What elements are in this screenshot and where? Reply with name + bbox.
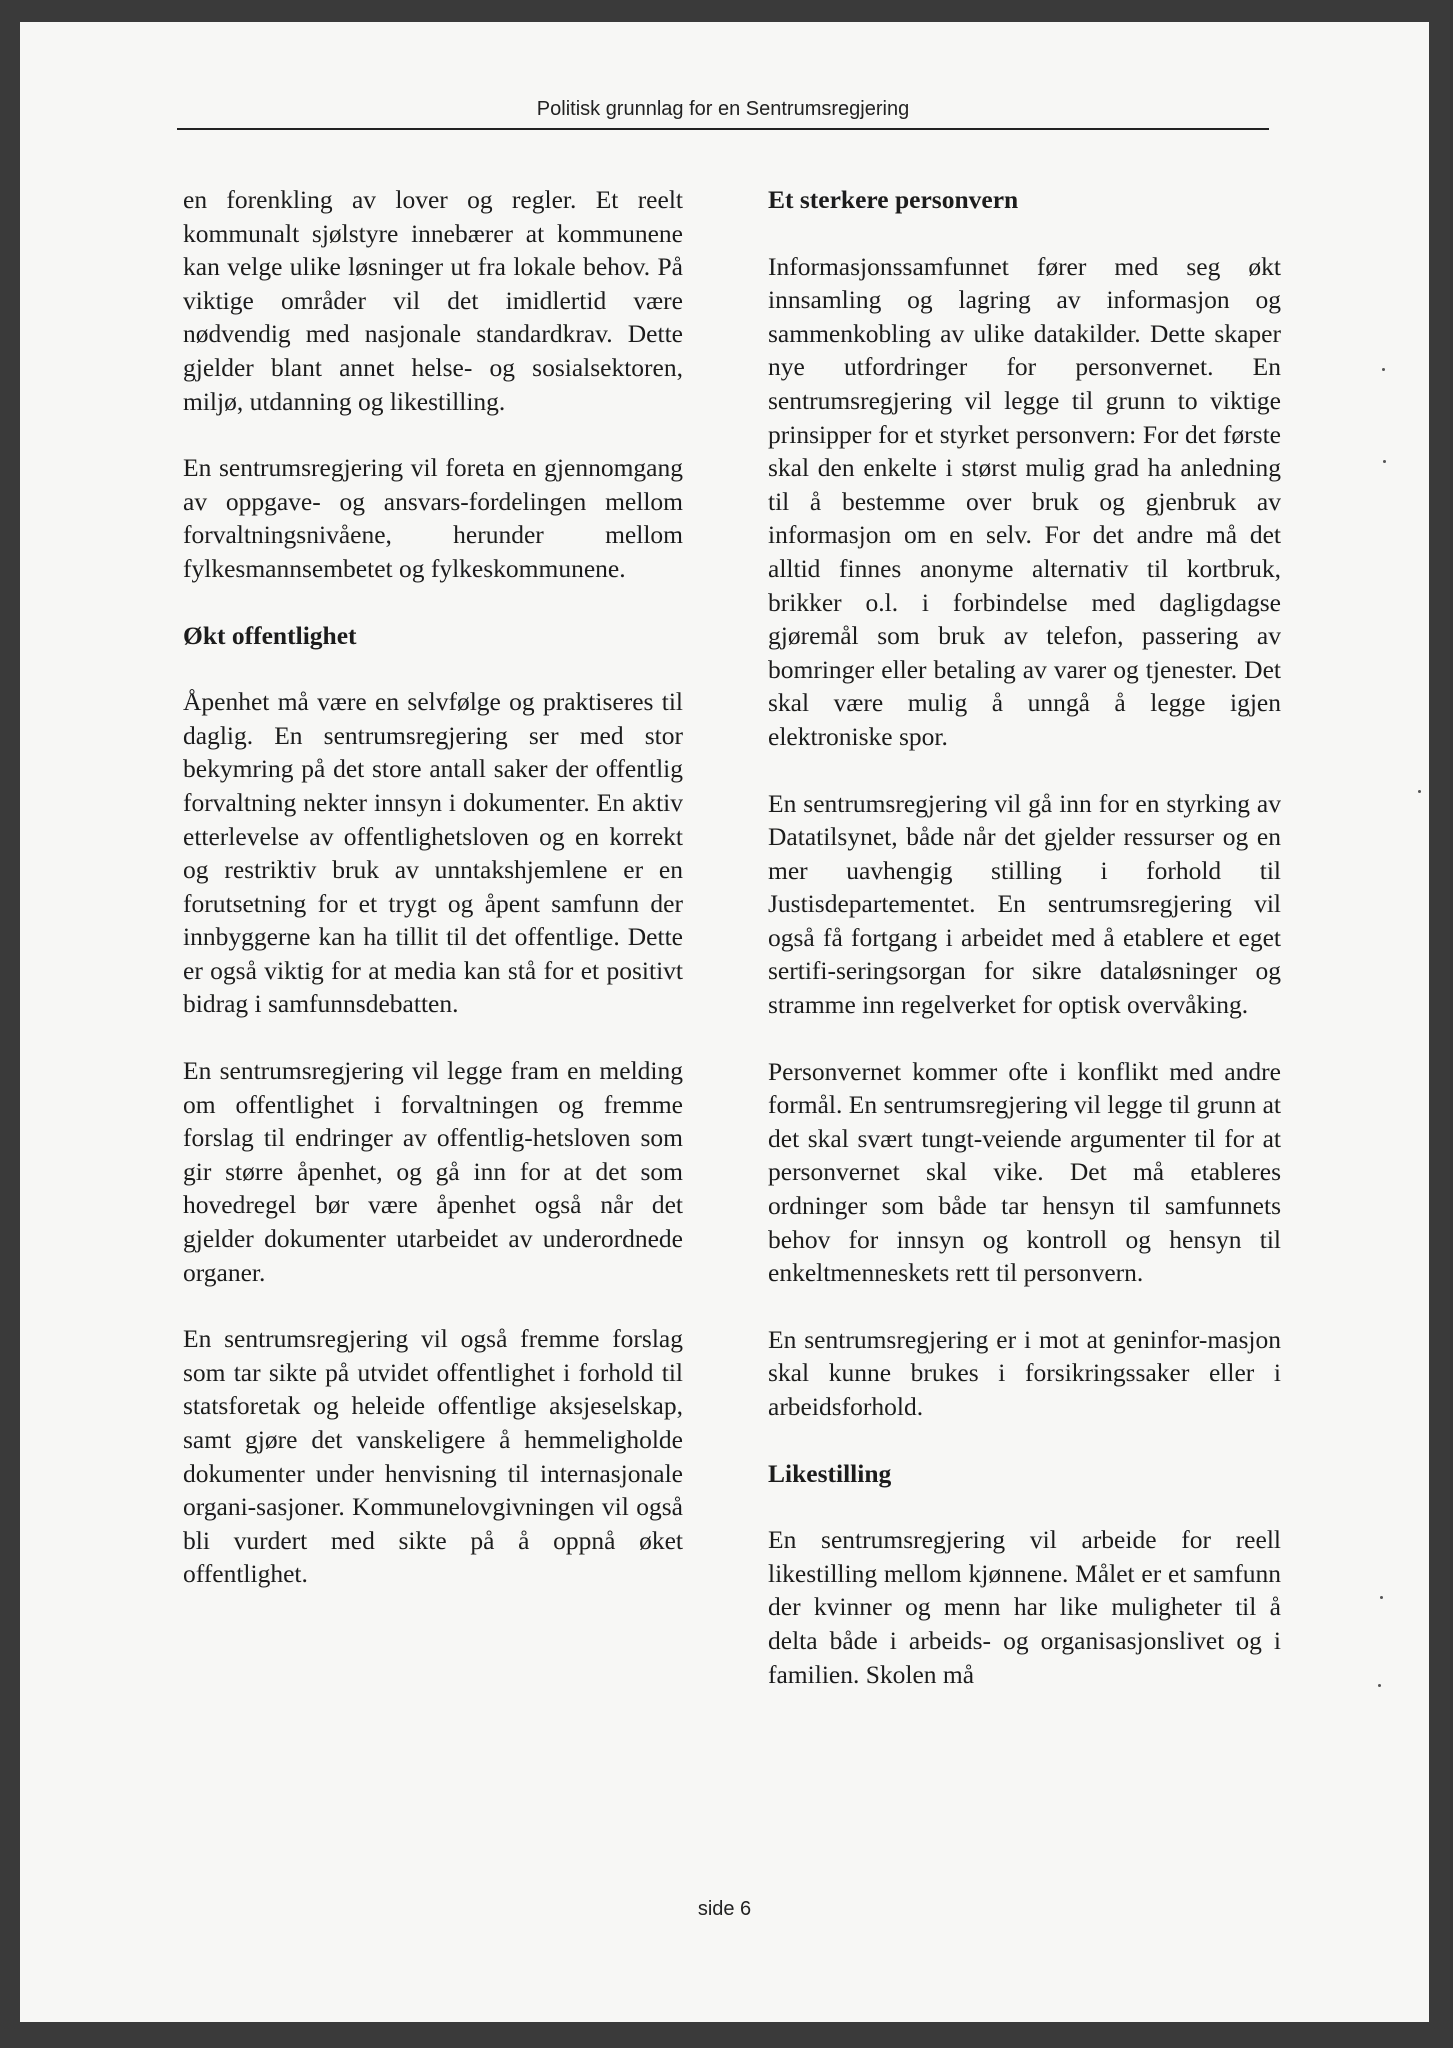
body-paragraph: En sentrumsregjering vil gå inn for en styrking av Datatilsynet, både når det gjelder ressurser og en mer uavhengig stilling i forhold til Justisdepartementet. En sentrumsregjering vil også få fortgang i arbeidet med å etablere et eget sertifi-seringsorgan for sikre dataløsninger og stramme inn regelverket for optisk overvåking. xyxy=(768,788,1281,1020)
scan-speck xyxy=(1418,790,1421,793)
section-heading: Likestilling xyxy=(768,1458,892,1488)
section-heading: Et sterkere personvern xyxy=(768,185,1019,214)
document-page xyxy=(20,22,1429,2022)
scan-speck xyxy=(1380,1596,1383,1599)
left-column xyxy=(183,183,683,1624)
body-paragraph: En sentrumsregjering vil legge fram en melding om offentlighet i forvaltningen og fremme forslag til endringer av offentlig-hetsloven som gir større åpenhet, og gå inn for at det som hovedregel bør være åpenhet også når det gjelder dokumenter utarbeidet av underordnede organer. xyxy=(183,1056,683,1287)
page-number: side 6 xyxy=(697,1898,752,1920)
scan-speck xyxy=(1378,1684,1381,1687)
right-column xyxy=(768,183,1281,1724)
body-paragraph: En sentrumsregjering vil arbeide for reell likestilling mellom kjønnene. Målet er et samfunn der kvinner og menn har like muligheter til å delta både i arbeids- og organisasjonslivet og i familien. Skolen må xyxy=(768,1525,1281,1689)
scan-speck xyxy=(1382,368,1385,371)
body-paragraph: Personvernet kommer ofte i konflikt med andre formål. En sentrumsregjering vil legge til grunn at det skal svært tungt-veiende argumenter til for at personvernet skal vike. Det må etableres ordninger som både tar hensyn til samfunnets behov for innsyn og kontroll og hensyn til enkeltmenneskets rett til personvern. xyxy=(768,1056,1281,1288)
running-header: Politisk grunnlag for en Sentrumsregjering xyxy=(177,98,1269,130)
body-paragraph: En sentrumsregjering vil også fremme forslag som tar sikte på utvidet offentlighet i forhold til statsforetak og heleide offentlige aksjeselskap, samt gjøre det vanskeligere å hemmeligholde dokumenter under henvisning til internasjonale organi-sasjoner. Kommunelovgivningen vil også bli vurdert med sikte på å oppnå øket offentlighet. xyxy=(183,1324,683,1589)
body-paragraph: En sentrumsregjering er i mot at geninfor-masjon skal kunne brukes i forsikringssaker eller i arbeidsforhold. xyxy=(768,1324,1281,1421)
body-paragraph: En sentrumsregjering vil foreta en gjennomgang av oppgave- og ansvars-fordelingen mellom forvaltningsnivåene, herunder mellom fylkesmannsembetet og fylkeskommunene. xyxy=(183,453,683,583)
body-paragraph: Informasjonssamfunnet fører med seg økt innsamling og lagring av informasjon og sammenkobling av ulike datakilder. Dette skaper nye utfordringer for personvernet. En sentrumsregjering vil legge til grunn to viktige prinsipper for et styrket personvern: For det første skal den enkelte i størst mulig grad ha anledning til å bestemme over bruk og gjenbruk av informasjon om en selv. For det andre må det alltid finnes anonyme alternativ til kortbruk, brikker o.l. i forbindelse med dagligdagse gjøremål som bruk av telefon, passering av bomringer eller betaling av varer og tjenester. Det skal være mulig å unngå å legge igjen elektroniske spor. xyxy=(768,251,1281,751)
section-heading: Økt offentlighet xyxy=(183,620,357,650)
body-paragraph: en forenkling av lover og regler. Et reelt kommunalt sjølstyre innebærer at kommunene kan velge ulike løsninger ut fra lokale behov. På viktige områder vil det imidlertid være nødvendig med nasjonale standardkrav. Dette gjelder blant annet helse- og sosialsektoren, miljø, utdanning og likestilling. xyxy=(183,185,683,416)
scan-speck xyxy=(1383,460,1386,463)
body-paragraph: Åpenhet må være en selvfølge og praktiseres til daglig. En sentrumsregjering ser med stor bekymring på det store antall saker der offentlig forvaltning nekter innsyn i dokumenter. En aktiv etterlevelse av offentlighetsloven og en korrekt og restriktiv bruk av unntakshjemlene er en forutsetning for et trygt og åpent samfunn der innbyggerne kan ha tillit til det offentlige. Dette er også viktig for at media kan stå for et positivt bidrag i samfunnsdebatten. xyxy=(183,687,683,1019)
